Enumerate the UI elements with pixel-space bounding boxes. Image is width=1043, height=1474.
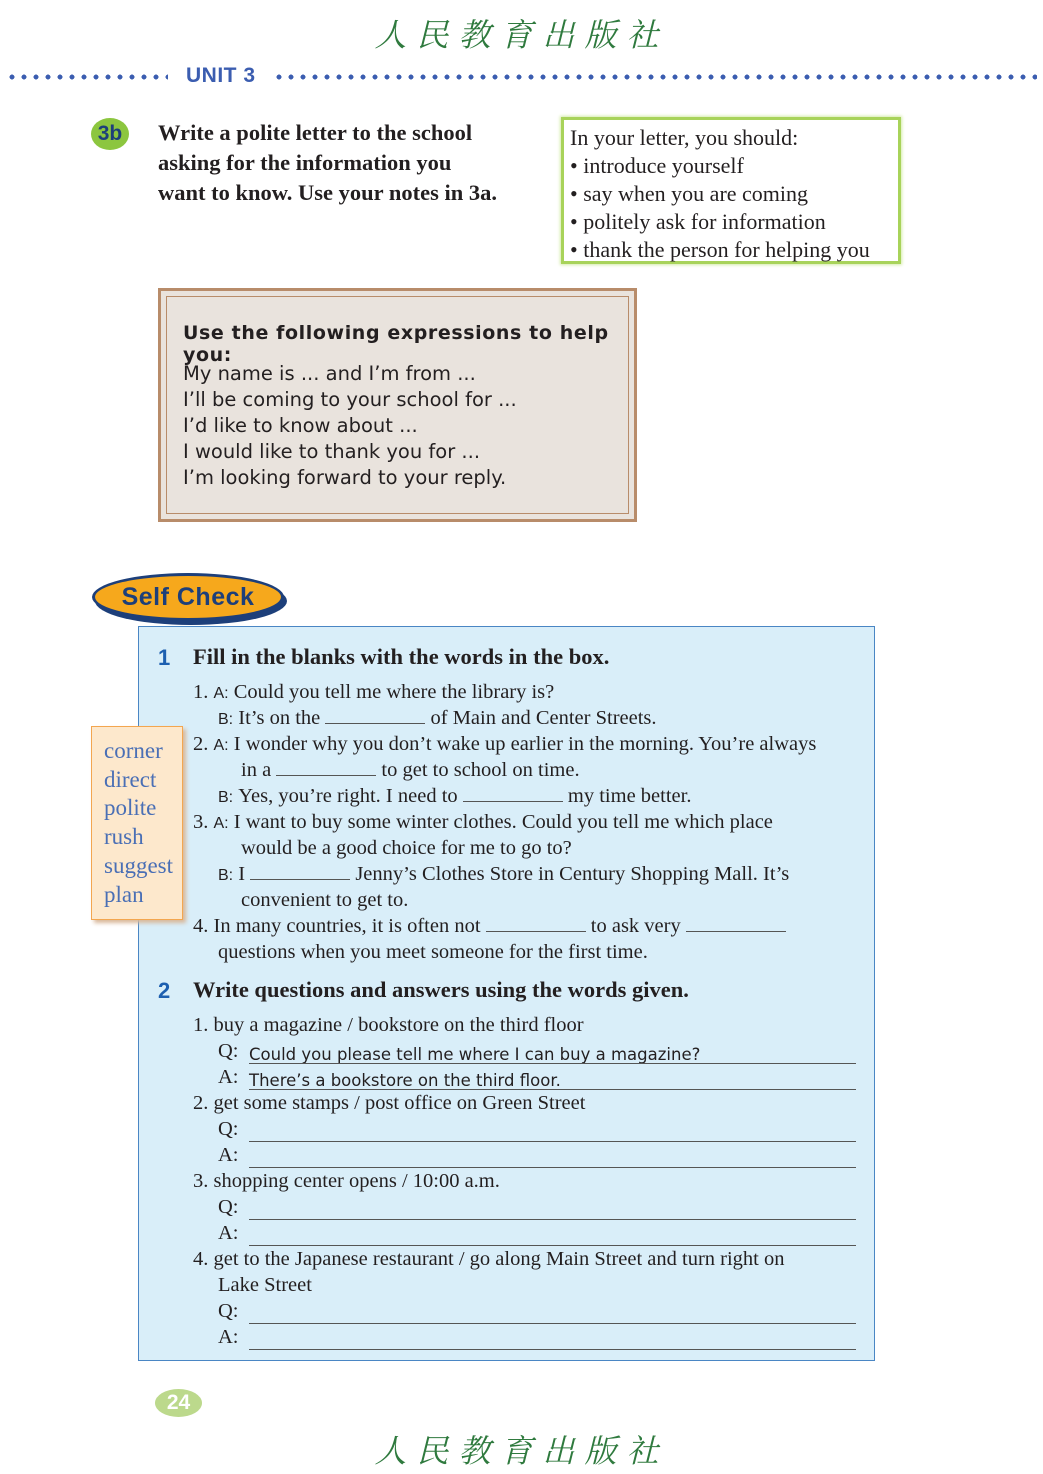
unit-divider-right xyxy=(273,74,1037,80)
expressions-heading: Use the following expressions to help you: xyxy=(183,322,609,366)
exercise-line: 1. A: Could you tell me where the library is? xyxy=(193,681,555,703)
exercise-line: B: Yes, you’re right. I need to my time better. xyxy=(218,785,692,807)
exercise-line: would be a good choice for me to go to? xyxy=(241,837,572,859)
expression-item: I’m looking forward to your reply. xyxy=(183,466,507,489)
exercise-prompt-continued: Lake Street xyxy=(218,1274,312,1296)
exercise-line: 2. A: I wonder why you don’t wake up earlier in the morning. You’re always xyxy=(193,733,817,755)
exercise-line: convenient to get to. xyxy=(241,889,409,911)
fill-blank[interactable] xyxy=(463,801,563,802)
activity-badge-3b: 3b xyxy=(91,118,129,150)
expressions-box xyxy=(158,288,637,522)
exercise-line: 3. A: I want to buy some winter clothes. Could you tell me which place xyxy=(193,811,773,833)
tip-item: • introduce yourself xyxy=(570,152,898,180)
fill-blank[interactable] xyxy=(486,931,586,932)
page-number: 24 xyxy=(155,1389,202,1417)
question-label: Q: xyxy=(218,1196,239,1218)
publisher-logo-footer: 人民教育出版社 xyxy=(374,1432,669,1470)
answer-label: A: xyxy=(218,1222,239,1244)
expression-item: I’ll be coming to your school for ... xyxy=(183,388,517,411)
word-box-item: rush xyxy=(104,824,144,850)
answer-label: A: xyxy=(218,1326,239,1348)
answer-label: A: xyxy=(218,1144,239,1166)
expression-item: I would like to thank you for ... xyxy=(183,440,481,463)
instruction-line: want to know. Use your notes in 3a. xyxy=(158,180,498,205)
answer-label: A: xyxy=(218,1066,239,1088)
expression-item: My name is ... and I’m from ... xyxy=(183,362,476,385)
instruction-line: asking for the information you xyxy=(158,150,452,175)
answer-line[interactable] xyxy=(249,1141,856,1142)
word-box-item: plan xyxy=(104,881,144,907)
exercise-prompt: 4. get to the Japanese restaurant / go along Main Street and turn right on xyxy=(193,1248,785,1270)
answer-line[interactable] xyxy=(249,1167,856,1168)
publisher-logo-header: 人民教育出版社 xyxy=(374,16,669,54)
answer-line[interactable] xyxy=(249,1349,856,1350)
exercise-line: questions when you meet someone for the first time. xyxy=(218,941,648,963)
tip-item: • say when you are coming xyxy=(570,180,898,208)
word-box-item: direct xyxy=(104,766,157,792)
word-box-item: polite xyxy=(104,795,157,821)
answer-line[interactable] xyxy=(249,1323,856,1324)
section-title: Fill in the blanks with the words in the box. xyxy=(193,644,610,669)
unit-divider-left xyxy=(6,74,168,80)
exercise-line: B: It’s on the of Main and Center Streets. xyxy=(218,707,657,729)
self-check-title: Self Check xyxy=(92,573,284,621)
tips-heading: In your letter, you should: xyxy=(570,125,799,150)
exercise-line: B: I Jenny’s Clothes Store in Century Shopping Mall. It’s xyxy=(218,863,790,885)
fill-blank[interactable] xyxy=(276,775,376,776)
exercise-prompt: 1. buy a magazine / bookstore on the third floor xyxy=(193,1014,584,1036)
answer-line[interactable] xyxy=(249,1063,856,1064)
sample-answer: There’s a bookstore on the third floor. xyxy=(249,1071,561,1090)
fill-blank[interactable] xyxy=(686,931,786,932)
fill-blank[interactable] xyxy=(325,723,425,724)
answer-line[interactable] xyxy=(249,1089,856,1090)
exercise-line: 4. In many countries, it is often not to ask very xyxy=(193,915,786,938)
section-number: 2 xyxy=(158,978,171,1003)
expression-item: I’d like to know about ... xyxy=(183,414,418,437)
unit-label: UNIT 3 xyxy=(186,64,256,87)
exercise-prompt: 2. get some stamps / post office on Green Street xyxy=(193,1092,586,1114)
activity-3b-instruction xyxy=(158,118,548,208)
section-title: Write questions and answers using the words given. xyxy=(193,977,689,1002)
question-label: Q: xyxy=(218,1300,239,1322)
section-number: 1 xyxy=(158,645,171,670)
sample-question: Could you please tell me where I can buy a magazine? xyxy=(249,1045,701,1064)
exercise-prompt: 3. shopping center opens / 10:00 a.m. xyxy=(193,1170,500,1192)
question-label: Q: xyxy=(218,1040,239,1062)
question-label: Q: xyxy=(218,1118,239,1140)
letter-tips-box xyxy=(561,117,901,264)
tip-item: • politely ask for information xyxy=(570,208,898,236)
answer-line[interactable] xyxy=(249,1219,856,1220)
exercise-line: in a to get to school on time. xyxy=(241,759,580,781)
instruction-line: Write a polite letter to the school xyxy=(158,120,473,145)
word-box-item: suggest xyxy=(104,852,173,878)
word-box-item: corner xyxy=(104,738,163,763)
tip-item: • thank the person for helping you xyxy=(570,236,898,264)
answer-line[interactable] xyxy=(249,1245,856,1246)
fill-blank[interactable] xyxy=(250,879,350,880)
word-box xyxy=(91,726,183,920)
